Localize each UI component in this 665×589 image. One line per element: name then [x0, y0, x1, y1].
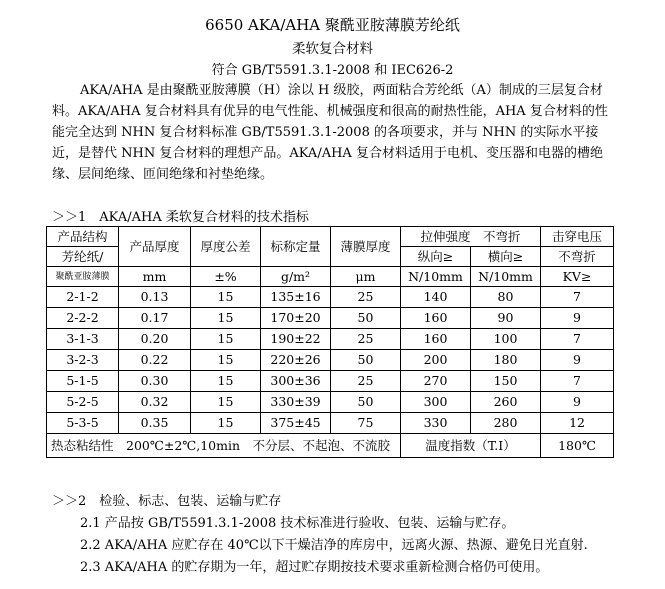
unit-film: μm [331, 267, 401, 287]
cell-longi: 330 [401, 413, 471, 434]
cell-tolerance: 15 [191, 350, 261, 371]
table-row [47, 413, 614, 434]
header-tensile-long: 纵向≥ [401, 247, 471, 267]
table-row [47, 308, 614, 329]
unit-breakdown: KV≥ [541, 267, 614, 287]
cell-tolerance: 15 [191, 413, 261, 434]
cell-trans: 90 [471, 308, 541, 329]
table-row [47, 392, 614, 413]
cell-kv: 7 [541, 329, 614, 350]
standard-line: 符合 GB/T5591.3.1-2008 和 IEC626-2 [211, 63, 454, 78]
header-units-row [47, 267, 614, 287]
cell-weight: 170±20 [261, 308, 331, 329]
header-tensile-trans: 横向≥ [471, 247, 541, 267]
cell-trans: 80 [471, 287, 541, 308]
cell-thickness: 0.17 [119, 308, 191, 329]
unit-thickness: mm [119, 267, 191, 287]
cell-trans: 180 [471, 350, 541, 371]
cell-trans: 150 [471, 371, 541, 392]
cell-weight: 330±39 [261, 392, 331, 413]
cell-longi: 160 [401, 308, 471, 329]
bond-property: 热态粘结性 200℃±2℃,10min 不分层、不起泡、不流胶 [47, 434, 401, 458]
unit-tensile-trans: N/10mm [471, 267, 541, 287]
header-thickness: 产品厚度 [119, 227, 191, 267]
unit-tensile-long: N/10mm [401, 267, 471, 287]
cell-tolerance: 15 [191, 371, 261, 392]
cell-longi: 140 [401, 287, 471, 308]
header-breakdown-sub: 不弯折 [541, 247, 614, 267]
cell-trans: 280 [471, 413, 541, 434]
header-film: 薄膜厚度 [331, 227, 401, 267]
intro-paragraph: AKA/AHA 是由聚酰亚胺薄膜（H）涂以 H 级胶，两面粘合芳纶纸（A）制成的三层复合材料。AKA/AHA 复合材料具有优异的电气性能、机械强度和很高的耐热性能，AHA 复合材料的性能完全达到 NHN 复合材料标准 GB/T5591.3.1-2008 的各项要求，并与 NHN 的实际水平接近，是替代 NHN 复合材料的理想产品。AKA/AHA 复合材料适用于电机、变压器和电器的槽绝缘、层间绝缘、匝间绝缘和衬垫绝缘。 [52, 83, 608, 182]
cell-film: 25 [331, 329, 401, 350]
header-breakdown: 击穿电压 [541, 227, 614, 247]
cell-trans: 100 [471, 329, 541, 350]
cell-film: 50 [331, 350, 401, 371]
storage-item: 2.3 AKA/AHA 的贮存期为一年，超过贮存期按技术要求重新检测合格仍可使用。 [80, 560, 549, 575]
cell-code: 2-2-2 [47, 308, 119, 329]
cell-thickness: 0.35 [119, 413, 191, 434]
cell-weight: 190±22 [261, 329, 331, 350]
cell-code: 5-3-5 [47, 413, 119, 434]
header-structure: 产品结构 [47, 227, 119, 247]
cell-thickness: 0.22 [119, 350, 191, 371]
cell-thickness: 0.30 [119, 371, 191, 392]
document-subtitle: 柔软复合材料 [292, 41, 373, 57]
spec-table [46, 226, 614, 458]
cell-thickness: 0.20 [119, 329, 191, 350]
cell-weight: 300±36 [261, 371, 331, 392]
unit-weight: g/m² [261, 267, 331, 287]
header-row-1 [47, 227, 614, 247]
header-tolerance: 厚度公差 [191, 227, 261, 267]
cell-thickness: 0.32 [119, 392, 191, 413]
cell-kv: 9 [541, 392, 614, 413]
table-row [47, 329, 614, 350]
cell-kv: 12 [541, 413, 614, 434]
section2-heading: ＞＞2 检验、标志、包装、运输与贮存 [52, 494, 282, 509]
header-tensile: 拉伸强度 不弯折 [401, 227, 541, 247]
cell-tolerance: 15 [191, 329, 261, 350]
cell-weight: 220±26 [261, 350, 331, 371]
cell-longi: 200 [401, 350, 471, 371]
cell-tolerance: 15 [191, 392, 261, 413]
storage-item: 2.1 产品按 GB/T5591.3.1-2008 技术标准进行验收、包装、运输与贮存。 [80, 516, 515, 531]
header-weight: 标称定量 [261, 227, 331, 267]
cell-tolerance: 15 [191, 287, 261, 308]
table-row [47, 371, 614, 392]
header-structure-sub: 芳纶纸/ [47, 247, 119, 267]
cell-code: 3-2-3 [47, 350, 119, 371]
cell-trans: 260 [471, 392, 541, 413]
cell-film: 25 [331, 371, 401, 392]
footer-row [47, 434, 614, 458]
cell-film: 50 [331, 392, 401, 413]
cell-kv: 7 [541, 287, 614, 308]
document-title: 6650 AKA/AHA 聚酰亚胺薄膜芳纶纸 [205, 16, 460, 34]
cell-longi: 160 [401, 329, 471, 350]
section1-heading: ＞＞1 AKA/AHA 柔软复合材料的技术指标 [52, 210, 309, 225]
temp-index-label: 温度指数（T.I） [401, 434, 541, 458]
cell-code: 3-1-3 [47, 329, 119, 350]
cell-kv: 7 [541, 371, 614, 392]
table-row [47, 287, 614, 308]
cell-film: 75 [331, 413, 401, 434]
cell-longi: 270 [401, 371, 471, 392]
cell-longi: 300 [401, 392, 471, 413]
cell-kv: 9 [541, 350, 614, 371]
cell-tolerance: 15 [191, 308, 261, 329]
storage-item: 2.2 AKA/AHA 应贮存在 40℃以下干燥洁净的库房中，远离火源、热源、避免日光直射. [80, 538, 588, 553]
cell-weight: 375±45 [261, 413, 331, 434]
temp-index-value: 180℃ [541, 434, 614, 458]
cell-code: 2-1-2 [47, 287, 119, 308]
cell-kv: 9 [541, 308, 614, 329]
cell-weight: 135±16 [261, 287, 331, 308]
cell-film: 50 [331, 308, 401, 329]
cell-thickness: 0.13 [119, 287, 191, 308]
cell-code: 5-2-5 [47, 392, 119, 413]
unit-tolerance: ±% [191, 267, 261, 287]
table-row [47, 350, 614, 371]
unit-structure: 聚酰亚胺薄膜 [47, 267, 119, 287]
cell-code: 5-1-5 [47, 371, 119, 392]
cell-film: 25 [331, 287, 401, 308]
